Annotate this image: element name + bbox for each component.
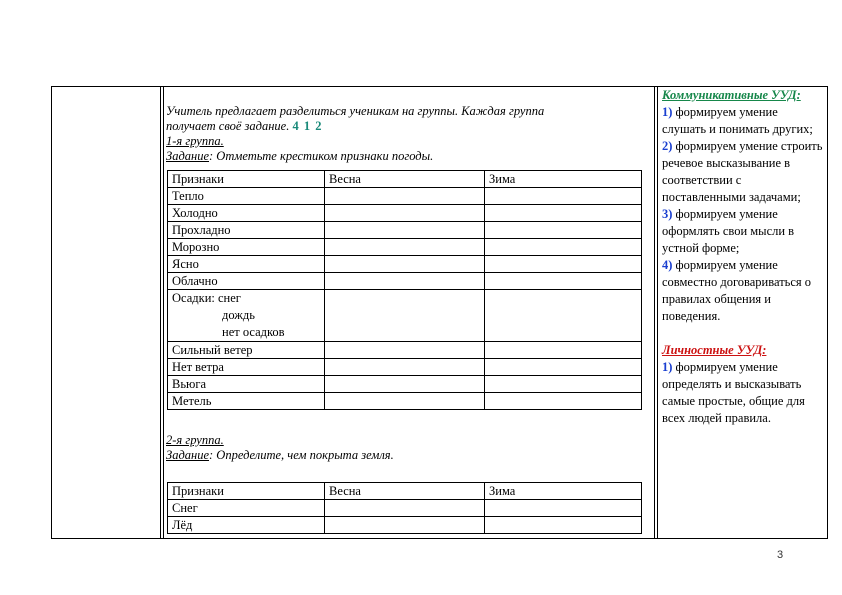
table-row: Вьюга xyxy=(168,376,642,393)
list-item: 1) формируем умение слушать и понимать других; xyxy=(662,105,813,136)
weather-signs-table xyxy=(167,170,642,410)
communicative-uud-heading: Коммуникативные УУД: xyxy=(662,88,801,102)
group2-block xyxy=(166,433,646,463)
group1-title: 1-я группа. xyxy=(166,134,224,148)
group2-task: Задание: Определите, чем покрыта земля. xyxy=(166,448,394,462)
list-item: 1) формируем умение определять и высказывать самые простые, общие для всех людей правила. xyxy=(662,360,805,425)
column-divider xyxy=(160,87,161,538)
table-row: Прохладно xyxy=(168,222,642,239)
column-divider xyxy=(657,87,658,538)
list-item: 4) формируем умение совместно договариваться о правилах общения и поведения. xyxy=(662,258,812,323)
teacher-activity-column xyxy=(166,104,646,164)
column-divider xyxy=(163,87,164,538)
intro-text: Учитель предлагает разделиться ученикам на группы. Каждая группа получает своё задание. 4 1 2 xyxy=(166,104,545,133)
personal-uud-heading: Личностные УУД: xyxy=(662,343,767,357)
table-row: Нет ветра xyxy=(168,359,642,376)
table-row: Холодно xyxy=(168,205,642,222)
table-row: Ясно xyxy=(168,256,642,273)
page-number: 3 xyxy=(777,549,784,561)
uud-column xyxy=(662,87,824,427)
table-row: Облачно xyxy=(168,273,642,290)
table-row: Осадки: снег дождь нет осадков xyxy=(168,290,642,342)
list-item: 2) формируем умение строить речевое высказывание в соответствии с поставленными задачами; xyxy=(662,139,823,204)
table-row: Лёд xyxy=(168,517,642,534)
intro-numbers: 4 1 2 xyxy=(292,119,323,133)
column-divider xyxy=(654,87,655,538)
table-row: Тепло xyxy=(168,188,642,205)
table-row: Сильный ветер xyxy=(168,342,642,359)
group2-title: 2-я группа. xyxy=(166,433,224,447)
table-header-row: Признаки Весна Зима xyxy=(168,171,642,188)
table-row: Морозно xyxy=(168,239,642,256)
table-row: Снег xyxy=(168,500,642,517)
table-row: Метель xyxy=(168,393,642,410)
table-header-row: Признаки Весна Зима xyxy=(168,483,642,500)
ground-cover-table xyxy=(167,482,642,534)
group1-task: Задание: Отметьте крестиком признаки погоды. xyxy=(166,149,434,163)
list-item: 3) формируем умение оформлять свои мысли в устной форме; xyxy=(662,207,795,255)
